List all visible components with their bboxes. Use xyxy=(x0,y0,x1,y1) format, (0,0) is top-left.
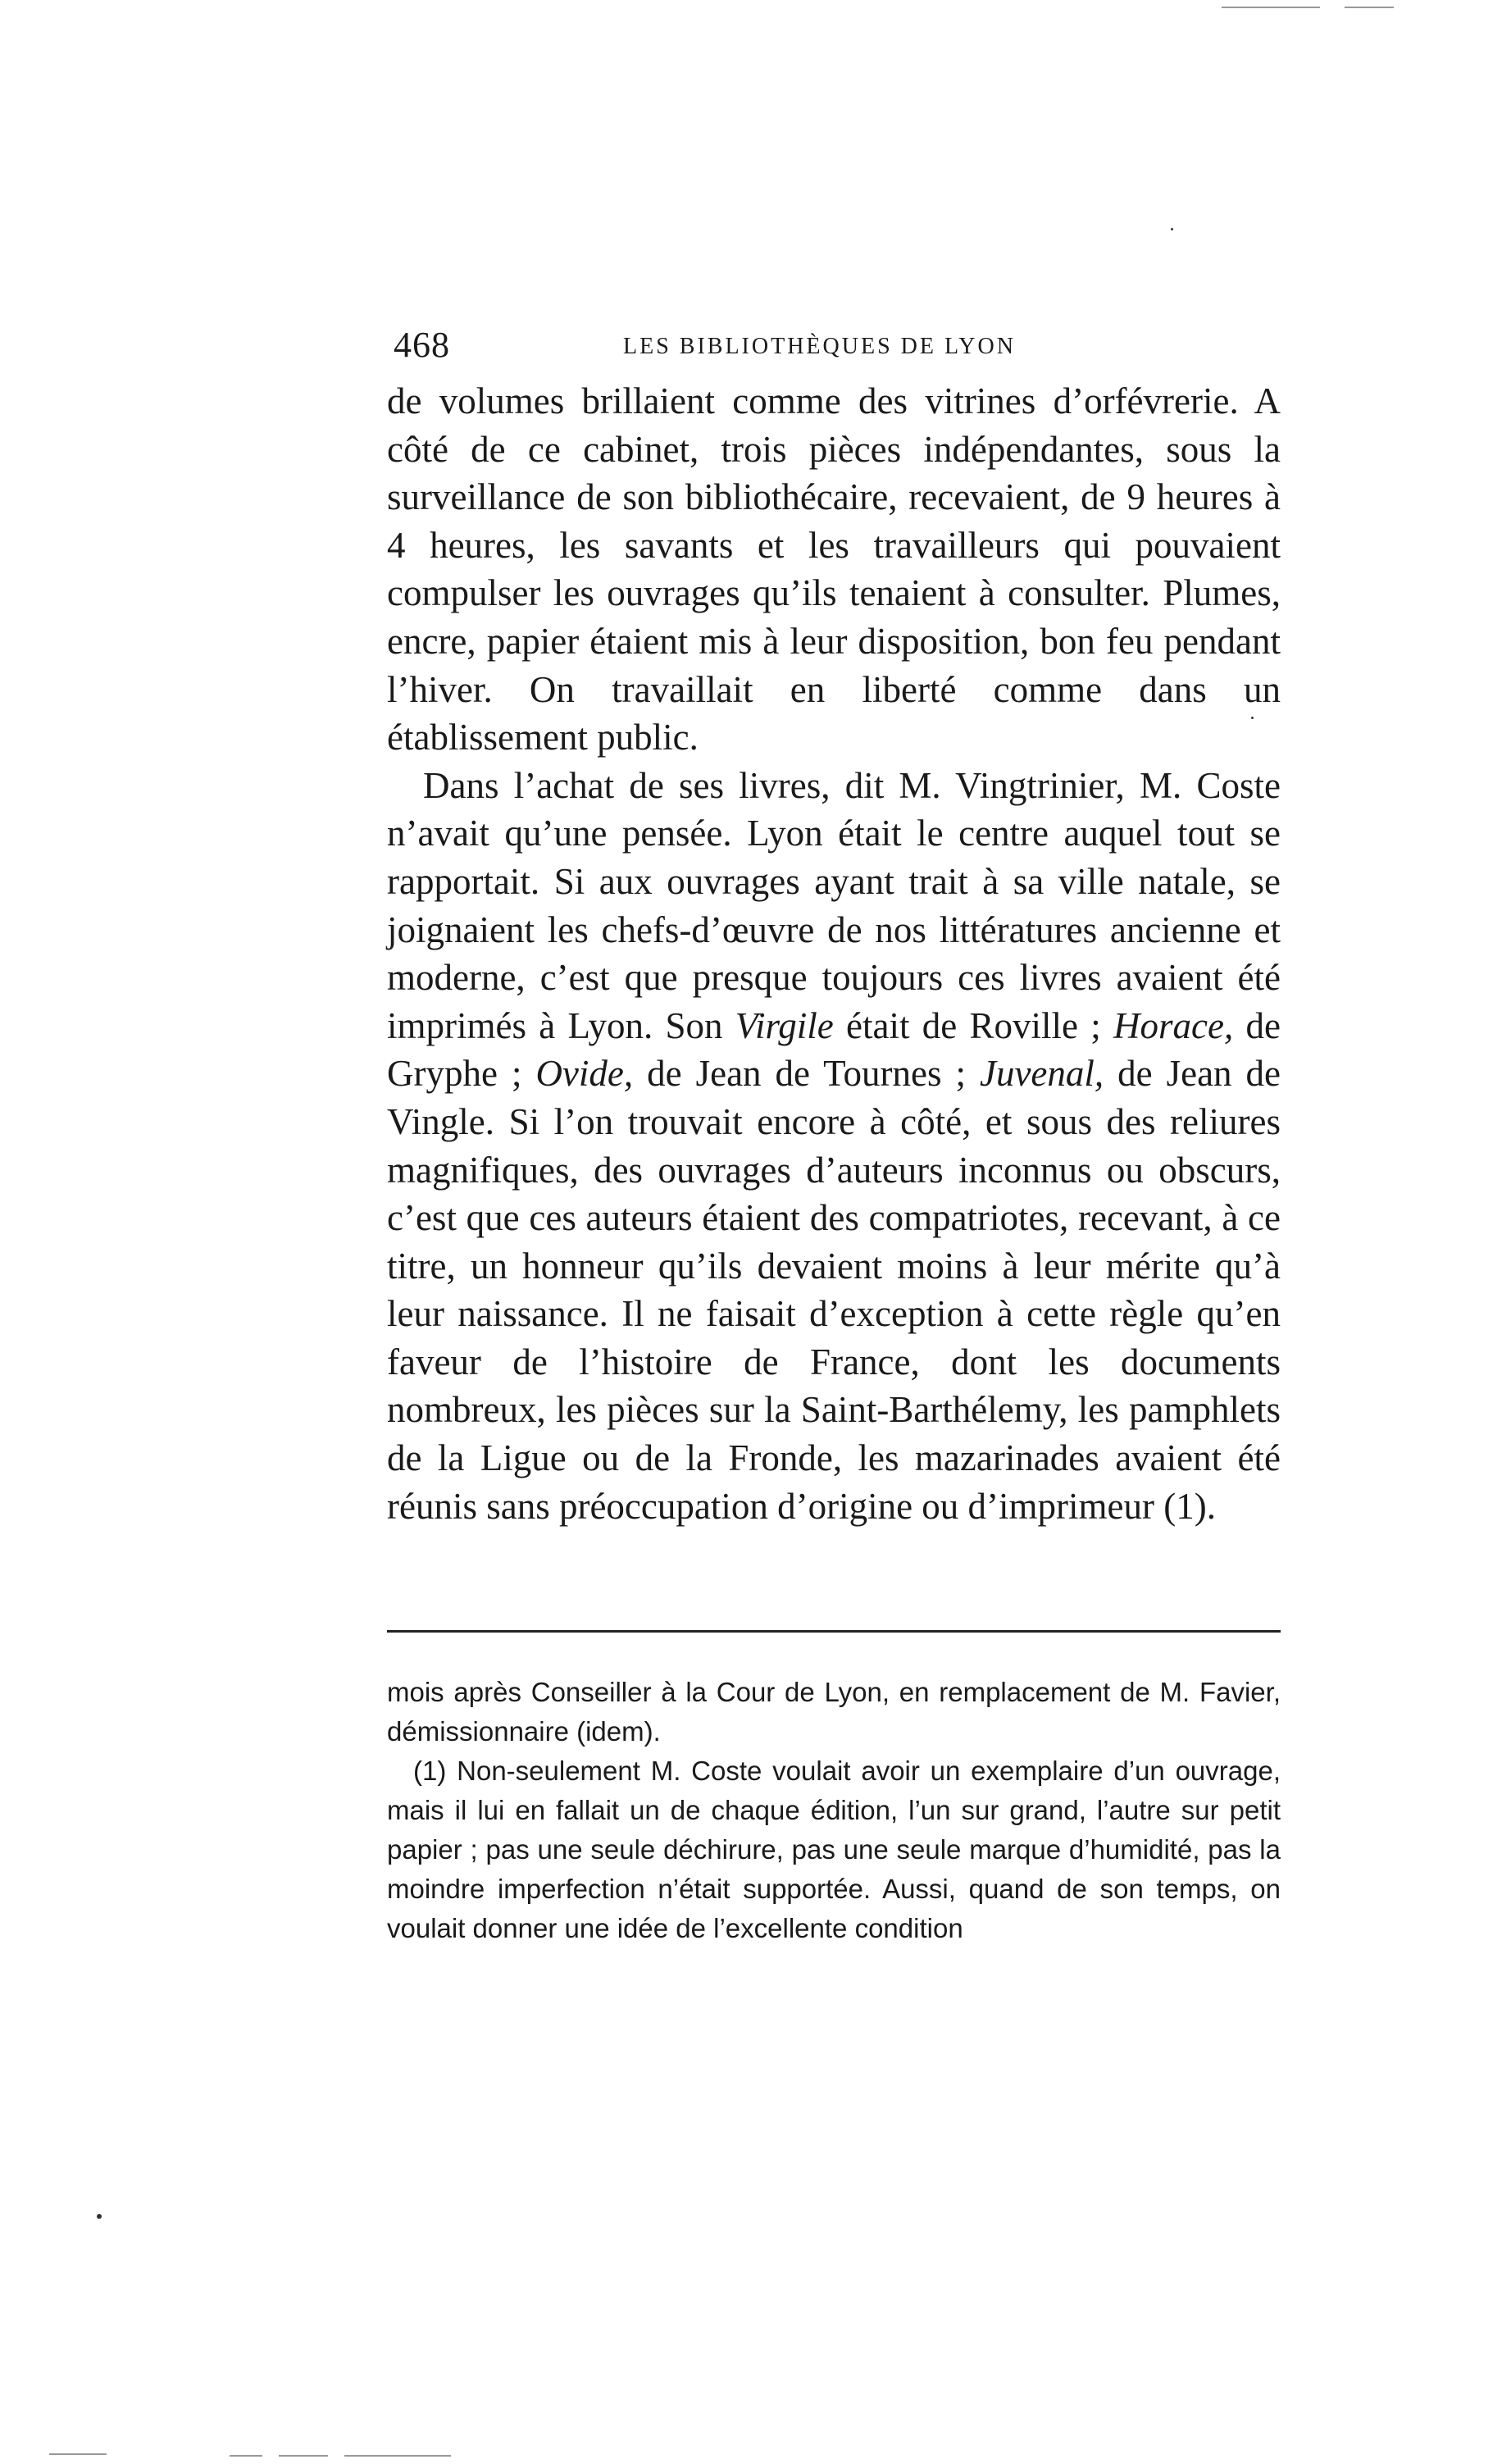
main-text xyxy=(387,377,1281,1530)
footnote-continued: mois après Conseiller à la Cour de Lyon, en remplacement de M. Favier, démissionnaire (idem). xyxy=(387,1677,1281,1747)
edge-mark xyxy=(230,2455,262,2457)
page-number: 468 xyxy=(394,325,450,365)
footnote-separator xyxy=(387,1630,1281,1633)
title-virgile: Virgile xyxy=(735,1004,834,1046)
edge-mark xyxy=(49,2453,107,2455)
footnotes xyxy=(387,1673,1281,1948)
paragraph-2-part-2: était de Roville ; xyxy=(833,1004,1114,1046)
paragraph-2 xyxy=(387,762,1281,1531)
paragraph-2-part-4: de Jean de Tournes ; xyxy=(633,1053,980,1095)
running-title: LES BIBLIOTHÈQUES DE LYON xyxy=(623,334,1016,359)
paragraph-1: de volumes brillaient comme des vitrines d’orfévrerie. A côté de ce cabinet, trois pièces indépendantes, sous la surveillance de son bibliothécaire, recevaient, de 9 heures à 4 heures, les savants et les travailleurs qui pouvaient compulser les ouvrages qu’ils tenaient à consulter. Plumes, encre, papier étaient mis à leur disposition, bon feu pendant l’hiver. On travaillait en liberté comme dans un établissement public. xyxy=(387,380,1281,758)
edge-mark xyxy=(1345,7,1394,8)
speck xyxy=(1171,228,1173,230)
edge-mark xyxy=(1222,7,1320,8)
title-horace: Horace, xyxy=(1113,1004,1234,1046)
title-juvenal: Juvenal, xyxy=(979,1053,1104,1095)
edge-mark xyxy=(279,2455,328,2457)
paragraph-2-part-3: de Gryphe ; xyxy=(387,1004,1281,1095)
footnote-1: (1) Non-seulement M. Coste voulait avoir un exemplaire d’un ouvrage, mais il lui en fallait un de chaque édition, l’un sur grand, l’autre sur petit papier ; pas une seule déchirure, pas une seule marque d’humidité, pas la moindre imperfection n’était supportée. Aussi, quand de son temps, on voulait donner une idée de l’excellente condition xyxy=(387,1756,1281,1943)
speck xyxy=(97,2214,102,2219)
title-ovide: Ovide, xyxy=(535,1053,634,1095)
running-head xyxy=(394,324,1279,373)
edge-mark xyxy=(344,2455,451,2457)
speck xyxy=(1251,717,1254,719)
paragraph-2-part-5: de Jean de Vingle. Si l’on trouvait encore à côté, et sous des reliures magnifiques, des ouvrages d’auteurs inconnus ou obscurs, c’est que ces auteurs étaient des compatriotes, recevant, à ce titre, un honneur qu’ils devaient moins à leur mérite qu’à leur naissance. Il ne faisait d’exception à cette règle qu’en faveur de l’histoire de France, dont les documents nombreux, les pièces sur la Saint-Barthélemy, les pamphlets de la Ligue ou de la Fronde, les mazarinades avaient été réunis sans préoccupation d’origine ou d’imprimeur (1). xyxy=(387,1053,1281,1527)
paragraph-2-part-1: Dans l’achat de ses livres, dit M. Vingtrinier, M. Coste n’avait qu’une pensée. Lyon était le centre auquel tout se rapportait. Si aux ouvrages ayant trait à sa ville natale, se joignaient les chefs-d’œuvre de nos littératures ancienne et moderne, c’est que presque toujours ces livres avaient été imprimés à Lyon. Son xyxy=(387,764,1281,1046)
